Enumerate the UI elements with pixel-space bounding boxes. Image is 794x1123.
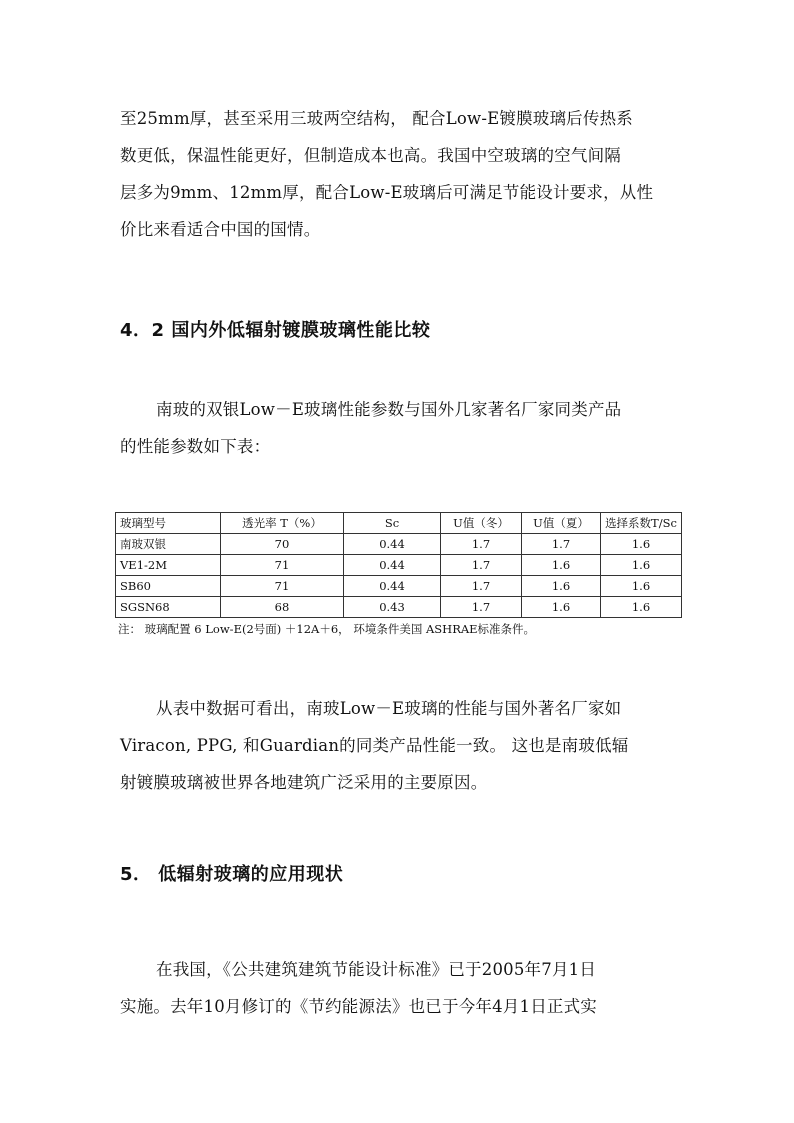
table-cell: 71 xyxy=(221,576,344,597)
paragraph-glazing-structure xyxy=(120,100,686,248)
table-cell: 70 xyxy=(221,534,344,555)
text-line: 层多为9mm、12mm厚，配合Low-E玻璃后可满足节能设计要求，从性 xyxy=(120,183,654,202)
table-cell: 1.7 xyxy=(522,534,601,555)
performance-table-container xyxy=(115,512,682,637)
table-cell: 1.6 xyxy=(522,597,601,618)
table-cell: 1.7 xyxy=(441,555,522,576)
table-cell: 1.6 xyxy=(601,597,682,618)
table-cell: 1.7 xyxy=(441,534,522,555)
table-cell: SGSN68 xyxy=(116,597,221,618)
table-cell: 1.6 xyxy=(522,576,601,597)
text-line: 实施。去年10月修订的《节约能源法》也已于今年4月1日正式实 xyxy=(120,997,597,1016)
table-cell: 0.43 xyxy=(344,597,441,618)
table-cell: 1.6 xyxy=(522,555,601,576)
table-cell: 0.44 xyxy=(344,534,441,555)
table-cell: 南玻双银 xyxy=(116,534,221,555)
table-cell: 1.7 xyxy=(441,597,522,618)
table-footnote: 注： 玻璃配置 6 Low-E(2号面) ＋12A＋6， 环境条件美国 ASHRAE标准条件。 xyxy=(118,622,536,636)
column-header: 透光率 T（%） xyxy=(221,513,344,534)
column-header: Sc xyxy=(344,513,441,534)
text-line: 在我国，《公共建筑建筑节能设计标准》已于2005年7月1日 xyxy=(156,960,597,979)
text-line: 的性能参数如下表： xyxy=(120,437,271,456)
table-cell: VE1-2M xyxy=(116,555,221,576)
table-row xyxy=(116,534,682,555)
table-cell: 0.44 xyxy=(344,555,441,576)
text-line: 从表中数据可看出，南玻Low－E玻璃的性能与国外著名厂家如 xyxy=(156,699,622,718)
paragraph-application-status xyxy=(120,951,686,1025)
text-line: 南玻的双银Low－E玻璃性能参数与国外几家著名厂家同类产品 xyxy=(156,400,622,419)
table-header-row xyxy=(116,513,682,534)
table-cell: 1.6 xyxy=(601,534,682,555)
table-cell: 1.6 xyxy=(601,576,682,597)
table-cell: SB60 xyxy=(116,576,221,597)
text-line: Viracon, PPG, 和Guardian的同类产品性能一致。 这也是南玻低辐 xyxy=(120,736,629,755)
paragraph-table-conclusion xyxy=(120,690,686,801)
section-heading-4-2: 4．2 国内外低辐射镀膜玻璃性能比较 xyxy=(120,320,431,341)
table-cell: 1.7 xyxy=(441,576,522,597)
text-line: 射镀膜玻璃被世界各地建筑广泛采用的主要原因。 xyxy=(120,773,488,792)
table-cell: 68 xyxy=(221,597,344,618)
text-line: 至25mm厚，甚至采用三玻两空结构， 配合Low-E镀膜玻璃后传热系 xyxy=(120,109,633,128)
table-cell: 71 xyxy=(221,555,344,576)
table-row xyxy=(116,597,682,618)
text-line: 价比来看适合中国的国情。 xyxy=(120,220,321,239)
column-header: 选择系数T/Sc xyxy=(601,513,682,534)
table-row xyxy=(116,555,682,576)
column-header: U值（夏） xyxy=(522,513,601,534)
column-header: 玻璃型号 xyxy=(116,513,221,534)
text-line: 数更低，保温性能更好，但制造成本也高。我国中空玻璃的空气间隔 xyxy=(120,146,621,165)
column-header: U值（冬） xyxy=(441,513,522,534)
table-row xyxy=(116,576,682,597)
performance-comparison-table xyxy=(115,512,682,618)
paragraph-table-intro xyxy=(120,391,686,465)
section-heading-5: 5． 低辐射玻璃的应用现状 xyxy=(120,864,344,885)
table-cell: 0.44 xyxy=(344,576,441,597)
table-cell: 1.6 xyxy=(601,555,682,576)
